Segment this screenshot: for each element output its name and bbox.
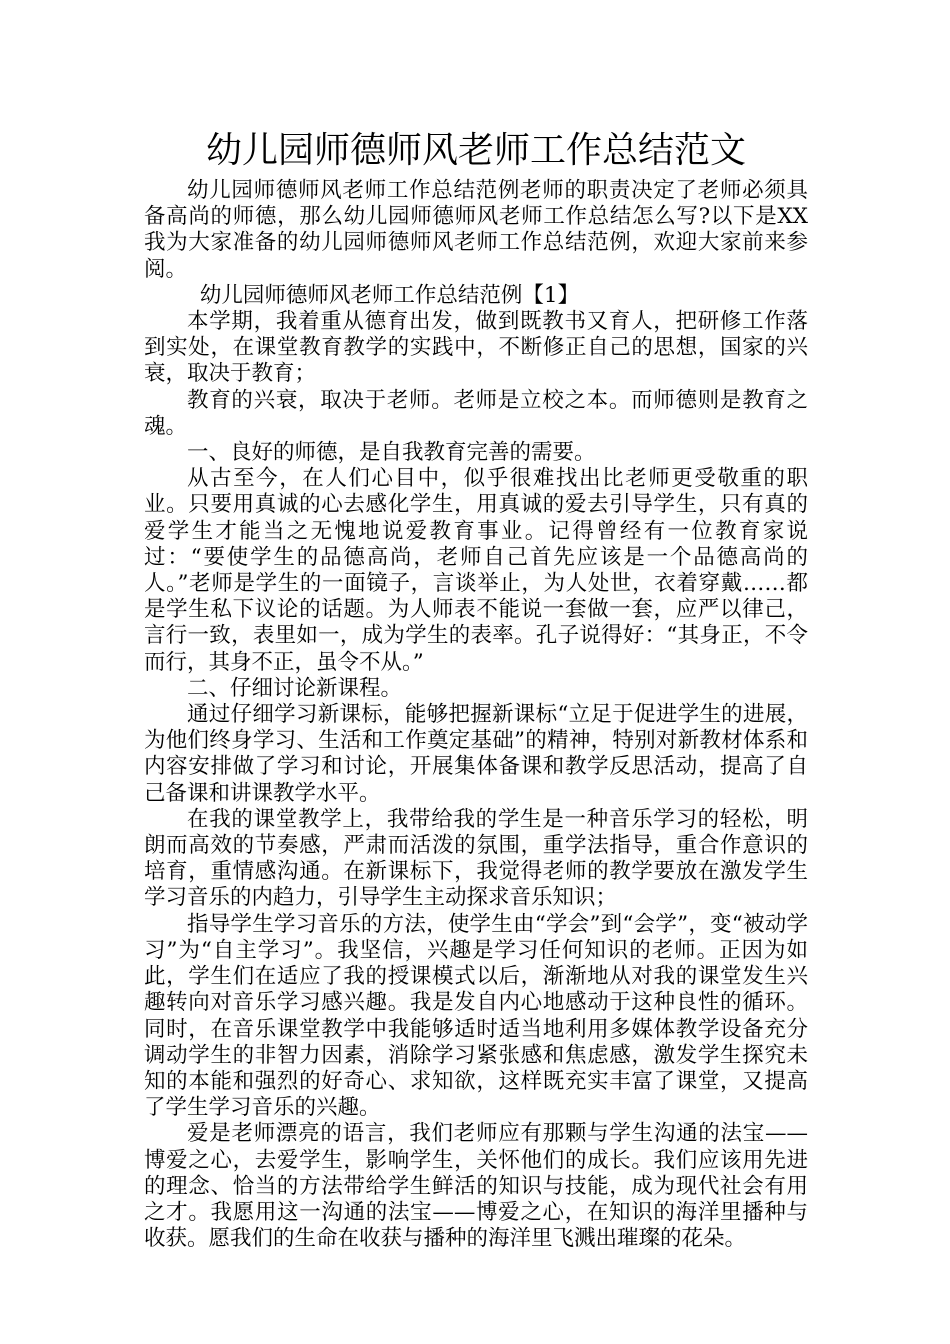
body-paragraph: 在我的课堂教学上，我带给我的学生是一种音乐学习的轻松，明朗而高效的节奏感，严肃而活泼的氛围，重学法指导，重合作意识的培育，重情感沟通。在新课标下，我觉得老师的教学要放在激发学生学习音乐的内趋力，引导学生主动探求音乐知识； bbox=[144, 806, 808, 911]
document-title: 幼儿园师德师风老师工作总结范文 bbox=[205, 130, 746, 171]
body-paragraph: 通过仔细学习新课标，能够把握新课标“立足于促进学生的进展，为他们终身学习、生活和工作奠定基础”的精神，特别对新教材体系和内容安排做了学习和讨论，开展集体备课和教学反思活动，提高了自己备课和讲课教学水平。 bbox=[144, 702, 808, 806]
section-heading-1: 一、良好的师德，是自我教育完善的需要。 bbox=[187, 440, 596, 466]
document-page bbox=[144, 128, 808, 1252]
body-paragraph: 本学期，我着重从德育出发，做到既教书又育人，把研修工作落到实处，在课堂教育教学的实践中，不断修正自己的思想，国家的兴衰，取决于教育； bbox=[144, 309, 808, 387]
body-paragraph: 教育的兴衰，取决于老师。老师是立校之本。而师德则是教育之魂。 bbox=[144, 387, 808, 439]
intro-paragraph: 幼儿园师德师风老师工作总结范例老师的职责决定了老师必须具备高尚的师德，那么幼儿园师德师风老师工作总结怎么写?以下是XX我为大家准备的幼儿园师德师风老师工作总结范例，欢迎大家前来参阅。 bbox=[144, 178, 808, 282]
body-paragraph: 爱是老师漂亮的语言，我们老师应有那颗与学生沟通的法宝——博爱之心，去爱学生，影响学生，关怀他们的成长。我们应该用先进的理念、恰当的方法带给学生鲜活的知识与技能，成为现代社会有用之才。我愿用这一沟通的法宝——博爱之心，在知识的海洋里播种与收获。愿我们的生命在收获与播种的海洋里飞溅出璀璨的花朵。 bbox=[144, 1121, 808, 1252]
body-paragraph: 从古至今，在人们心目中，似乎很难找出比老师更受敬重的职业。只要用真诚的心去感化学生，用真诚的爱去引导学生，只有真的爱学生才能当之无愧地说爱教育事业。记得曾经有一位教育家说过：“要使学生的品德高尚，老师自己首先应该是一个品德高尚的人。”老师是学生的一面镜子，言谈举止，为人处世，衣着穿戴……都是学生私下议论的话题。为人师表不能说一套做一套，应严以律己，言行一致，表里如一，成为学生的表率。孔子说得好：“其身正，不令而行，其身不正，虽令不从。” bbox=[144, 466, 808, 675]
section-heading-2: 二、仔细讨论新课程。 bbox=[187, 675, 403, 701]
body-paragraph: 指导学生学习音乐的方法，使学生由“学会”到“会学”，变“被动学习”为“自主学习”。我坚信，兴趣是学习任何知识的老师。正因为如此，学生们在适应了我的授课模式以后，渐渐地从对我的课堂发生兴趣转向对音乐学习感兴趣。我是发自内心地感动于这种良性的循环。同时，在音乐课堂教学中我能够适时适当地利用多媒体教学设备充分调动学生的非智力因素，消除学习紧张感和焦虑感，激发学生探究未知的本能和强烈的好奇心、求知欲，这样既充实丰富了课堂，又提高了学生学习音乐的兴趣。 bbox=[144, 911, 808, 1121]
example-heading: 幼儿园师德师风老师工作总结范例【1】 bbox=[199, 282, 580, 308]
